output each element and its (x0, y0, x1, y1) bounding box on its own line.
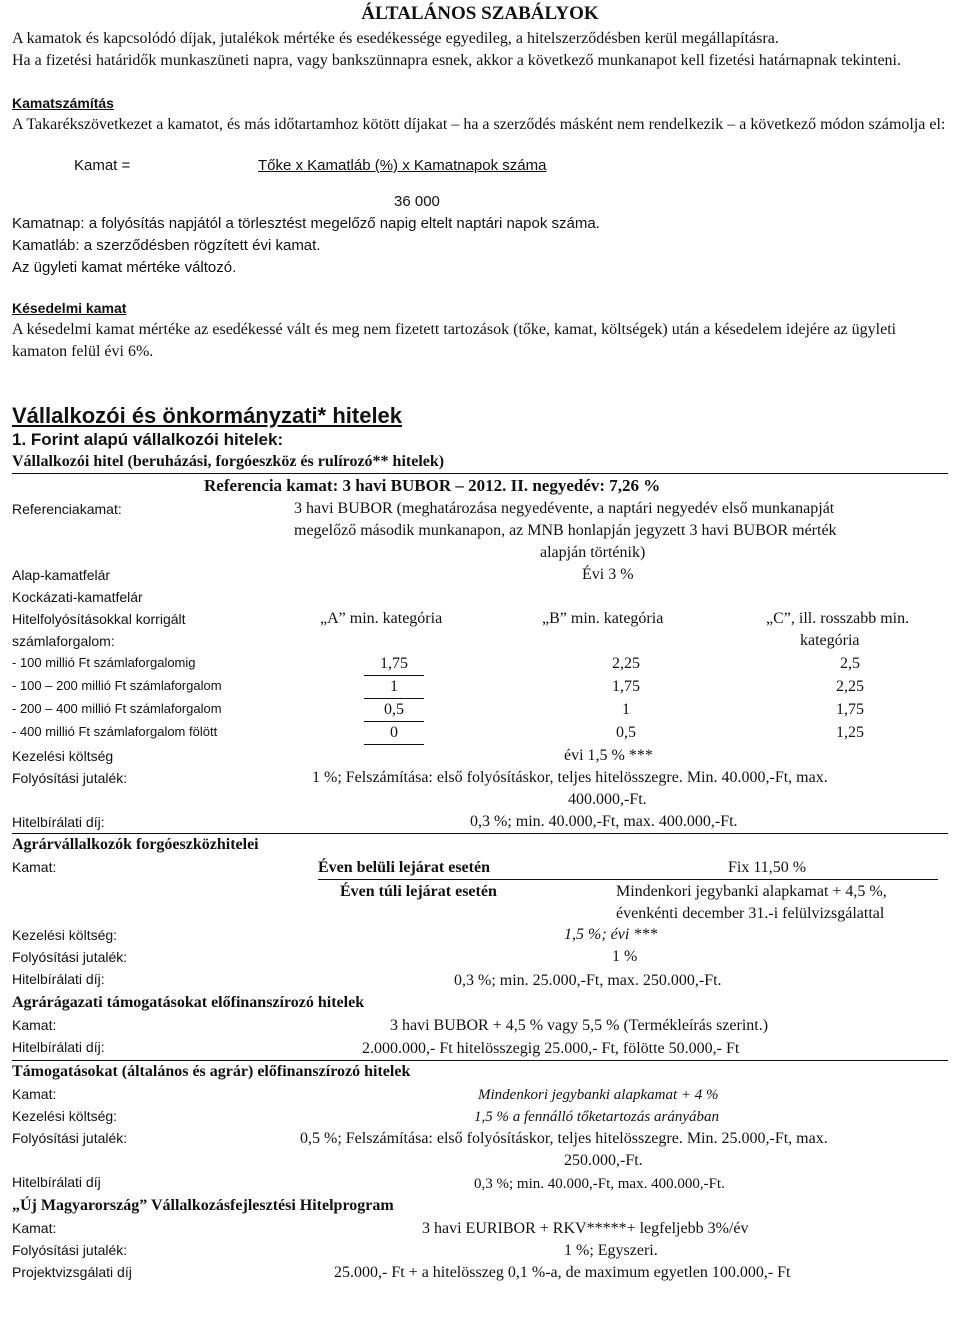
kamatszamitas-heading: Kamatszámítás (12, 95, 114, 111)
ugyleti-kamat-def: Az ügyleti kamat mértéke változó. (12, 259, 237, 276)
subsection-title: 1. Forint alapú vállalkozói hitelek: (12, 430, 284, 449)
tamogatasok-hb-value: 0,3 %; min. 40.000,-Ft, max. 400.000,-Ft. (474, 1176, 725, 1192)
agrar-heading: Agrárvállalkozók forgóeszközhitelei (12, 836, 259, 853)
korrigalt-label-2: számlaforgalom: (12, 633, 115, 649)
formula-label: Kamat = (74, 157, 131, 174)
folyositasi-label: Folyósítási jutalék: (12, 770, 128, 786)
hitelbiralati-value: 0,3 %; min. 40.000,-Ft, max. 400.000,-Ft. (470, 813, 738, 830)
kamatnap-def: Kamatnap: a folyósítás napjától a törlesztést megelőző napig eltelt naptári napok száma. (12, 215, 600, 232)
folyositasi-value-2: 400.000,-Ft. (568, 791, 647, 808)
ujm-proj-label: Projektvizsgálati díj (12, 1264, 132, 1280)
agrar-mindenkori-1: Mindenkori jegybanki alapkamat + 4,5 %, (616, 883, 887, 900)
tamogatasok-foly-value-2: 250.000,-Ft. (564, 1152, 643, 1169)
agrar-hb-label: Hitelbírálati díj: (12, 971, 105, 987)
ujm-kamat-label: Kamat: (12, 1220, 57, 1236)
agraragazati-hb-label: Hitelbírálati díj: (12, 1039, 105, 1055)
ref-value-1: 3 havi BUBOR (meghatározása negyedévente, a naptári negyedév első munkanapját (294, 500, 835, 517)
agraragazati-kamat-value: 3 havi BUBOR + 4,5 % vagy 5,5 % (Termékleírás szerint.) (390, 1017, 769, 1034)
category-a: „A” min. kategória (320, 610, 443, 627)
formula-denominator: 36 000 (394, 193, 440, 210)
ujm-proj-value: 25.000,- Ft + a hitelösszeg 0,1 %-a, de maximum egyetlen 100.000,- Ft (334, 1264, 791, 1281)
page-title: ÁLTALÁNOS SZABÁLYOK (361, 3, 599, 24)
agrar-foly-value: 1 % (612, 948, 638, 965)
formula-numerator: Tőke x Kamatláb (%) x Kamatnapok száma (258, 157, 547, 174)
table-row: - 200 – 400 millió Ft számlaforgalom 0,5 1 1,75 (12, 698, 948, 721)
kamatszamitas-text: A Takarékszövetkezet a kamatot, és más időtartamhoz kötött díjakat – ha a szerződés másként nem rendelkezik – a következő módon számolja el: (12, 116, 946, 133)
rate-table (12, 652, 948, 745)
tamogatasok-kez-label: Kezelési költség: (12, 1108, 118, 1124)
tamogatasok-kez-value: 1,5 % a fennálló tőketartozás arányában (474, 1109, 719, 1125)
intro-line-1: A kamatok és kapcsolódó díjak, jutalékok mértéke és esedékessége egyedileg, a hitelszerződésben kerül megállapításra. (12, 30, 779, 47)
interest-formula (12, 136, 948, 192)
vallalkozoi-heading: Vállalkozói hitel (beruházási, forgóeszköz és rulírozó** hitelek) (12, 451, 948, 474)
agrar-kamat-label: Kamat: (12, 859, 57, 875)
kezelesi-value: évi 1,5 % *** (564, 747, 653, 764)
korrigalt-label-1: Hitelfolyósításokkal korrigált (12, 611, 186, 627)
agrar-kez-value: 1,5 %; évi *** (564, 926, 658, 943)
kockazati-label: Kockázati-kamatfelár (12, 589, 143, 605)
tamogatasok-heading: Támogatásokat (általános és agrár) előfinanszírozó hitelek (12, 1063, 411, 1080)
agrar-even-tuli: Éven túli lejárat esetén (340, 883, 497, 900)
alap-label: Alap-kamatfelár (12, 567, 111, 583)
ujm-heading: „Új Magyarország” Vállalkozásfejlesztési Hitelprogram (12, 1197, 394, 1214)
document-page (12, 0, 948, 1283)
hitelbiralati-label: Hitelbírálati díj: (12, 814, 105, 830)
kezelesi-label: Kezelési költség (12, 748, 114, 764)
tamogatasok-kamat-value: Mindenkori jegybanki alapkamat + 4 % (478, 1087, 719, 1103)
agrar-foly-label: Folyósítási jutalék: (12, 949, 128, 965)
alap-value: Évi 3 % (582, 566, 634, 583)
category-c-2: kategória (800, 632, 860, 649)
agraragazati-heading: Agrárágazati támogatásokat előfinanszírozó hitelek (12, 994, 365, 1011)
folyositasi-value-1: 1 %; Felszámítása: első folyósításkor, teljes hitelösszegre. Min. 40.000,-Ft, max. (312, 769, 828, 786)
ref-label: Referenciakamat: (12, 501, 122, 517)
ujm-foly-value: 1 %; Egyszeri. (564, 1242, 658, 1259)
ref-value-2: megelőző második munkanapon, az MNB honlapján jegyzett 3 havi BUBOR mérték (294, 522, 837, 539)
tamogatasok-foly-label: Folyósítási jutalék: (12, 1130, 128, 1146)
intro-line-2: Ha a fizetési határidők munkaszüneti napra, vagy bankszünnapra esnek, akkor a következő munkanapot kell fizetési határnapnak tekinteni. (12, 52, 901, 69)
tamogatasok-hb-label: Hitelbírálati díj (12, 1174, 101, 1190)
agraragazati-hb-value: 2.000.000,- Ft hitelösszegig 25.000,- Ft, fölötte 50.000,- Ft (362, 1040, 740, 1057)
referencia-kamat: Referencia kamat: 3 havi BUBOR – 2012. II. negyedév: 7,26 % (204, 476, 661, 495)
tamogatasok-foly-value-1: 0,5 %; Felszámítása: első folyósításkor, teljes hitelösszegre. Min. 25.000,-Ft, max. (300, 1130, 828, 1147)
tamogatasok-kamat-label: Kamat: (12, 1086, 57, 1102)
ujm-kamat-value: 3 havi EURIBOR + RKV*****+ legfeljebb 3%/év (422, 1220, 749, 1237)
ujm-foly-label: Folyósítási jutalék: (12, 1242, 128, 1258)
category-c-1: „C”, ill. rosszabb min. (766, 610, 910, 627)
kesedelmi-heading: Késedelmi kamat (12, 300, 127, 316)
table-row: - 100 millió Ft számlaforgalomig 1,75 2,25 2,5 (12, 652, 948, 675)
agrar-hb-value: 0,3 %; min. 25.000,-Ft, max. 250.000,-Ft. (454, 972, 722, 989)
agrar-fix: Fix 11,50 % (728, 859, 807, 876)
table-row: - 100 – 200 millió Ft számlaforgalom 1 1,75 2,25 (12, 675, 948, 698)
section-title: Vállalkozói és önkormányzati* hitelek (12, 403, 403, 428)
table-row: - 400 millió Ft számlaforgalom fölött 0 0,5 1,25 (12, 721, 948, 745)
agrar-even-belul: Éven belüli lejárat esetén (318, 859, 490, 876)
agrar-kez-label: Kezelési költség: (12, 927, 118, 943)
agrar-mindenkori-2: évenkénti december 31.-i felülvizsgálattal (616, 905, 885, 922)
ref-value-3: alapján történik) (540, 544, 646, 561)
kesedelmi-text: A késedelmi kamat mértéke az esedékessé vált és meg nem fizetett tartozások (tőke, kamat, költségek) után a késedelem idejére az ügyleti kamaton felül évi 6%. (12, 321, 897, 360)
kamatlab-def: Kamatláb: a szerződésben rögzített évi kamat. (12, 237, 321, 254)
category-b: „B” min. kategória (542, 610, 664, 627)
agraragazati-kamat-label: Kamat: (12, 1017, 57, 1033)
